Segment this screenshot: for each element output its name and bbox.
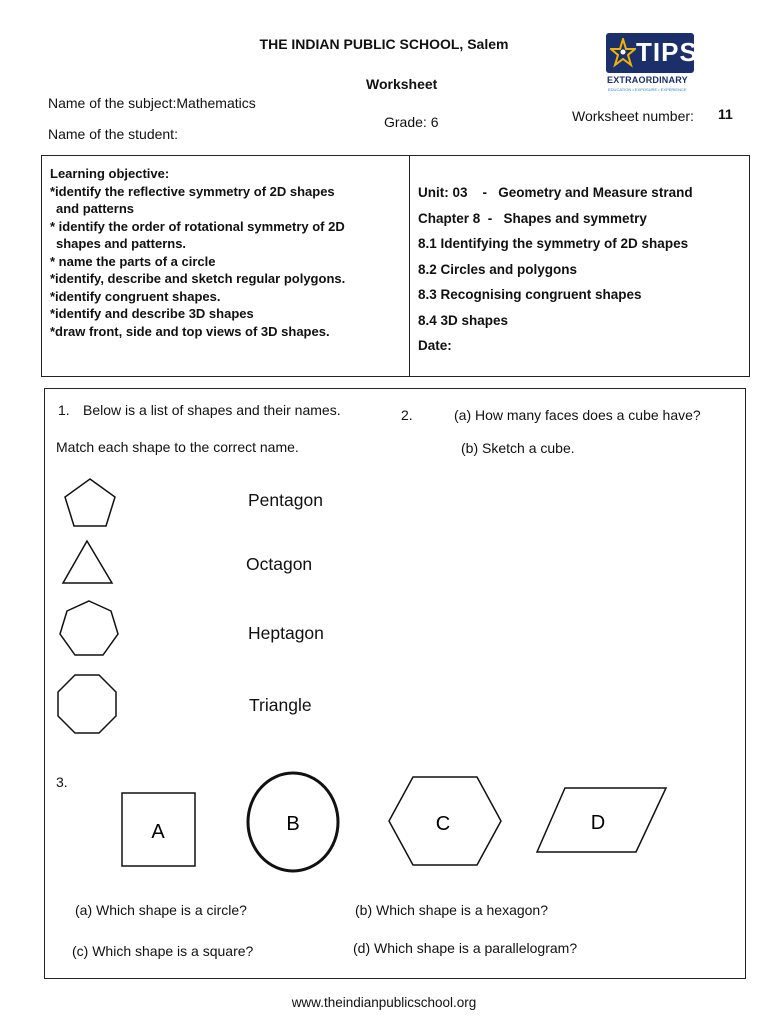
chapter-line: Chapter 8 - Shapes and symmetry xyxy=(418,210,647,226)
objective-line: * identify the order of rotational symmetry of 2D xyxy=(50,218,345,234)
octagon-shape xyxy=(54,672,120,738)
tips-logo xyxy=(606,33,696,93)
date-field: Date: xyxy=(418,338,452,353)
shape-label-b: B xyxy=(286,813,300,835)
logo-tagline: EDUCATION • EXPOSURE • EXPERIENCE xyxy=(608,87,687,92)
pentagon-shape xyxy=(60,476,120,530)
q1-text: Below is a list of shapes and their names. xyxy=(83,402,341,418)
q1-instruction: Match each shape to the correct name. xyxy=(56,439,299,455)
unit-line: Unit: 03 - Geometry and Measure strand xyxy=(418,185,693,200)
objective-line: *identify, describe and sketch regular polygons. xyxy=(50,271,346,286)
shape-label-d: D xyxy=(590,812,606,834)
logo-subtitle: EXTRAORDINARY xyxy=(607,75,688,85)
objective-line: *identify the reflective symmetry of 2D shapes xyxy=(50,183,335,199)
square-shape-a xyxy=(121,792,197,868)
topic-line: 8.4 3D shapes xyxy=(418,312,509,328)
shape-name-octagon: Octagon xyxy=(246,554,313,574)
objective-line: *draw front, side and top views of 3D shapes. xyxy=(50,323,330,339)
worksheet-title: Worksheet xyxy=(366,76,438,92)
logo-text: TIPS xyxy=(636,37,698,67)
topic-line: 8.1 Identifying the symmetry of 2D shapes xyxy=(418,236,689,251)
shape-name-heptagon: Heptagon xyxy=(248,623,324,643)
objective-line: *identify and describe 3D shapes xyxy=(50,306,254,321)
shape-label-a: A xyxy=(151,821,165,843)
objective-line: shapes and patterns. xyxy=(56,236,187,251)
questions-bottom-rule xyxy=(44,978,746,979)
objective-line: and patterns xyxy=(56,201,135,216)
parallelogram-shape-d xyxy=(535,786,669,854)
grade-field: Grade: 6 xyxy=(384,114,439,130)
heptagon-shape xyxy=(56,598,122,662)
star-person-icon xyxy=(610,38,636,68)
topic-line: 8.2 Circles and polygons xyxy=(418,261,578,277)
q2-part-b: (b) Sketch a cube. xyxy=(461,440,575,456)
topic-line: 8.3 Recognising congruent shapes xyxy=(418,287,642,302)
triangle-shape xyxy=(60,538,116,586)
q3-part-d: (d) Which shape is a parallelogram? xyxy=(353,940,578,956)
shape-name-triangle: Triangle xyxy=(249,695,312,715)
q2-part-a: (a) How many faces does a cube have? xyxy=(454,407,701,423)
shape-name-pentagon: Pentagon xyxy=(248,490,323,510)
hexagon-shape-c xyxy=(387,775,503,867)
q3-number: 3. xyxy=(56,774,68,790)
shape-label-c: C xyxy=(435,813,451,835)
footer-website: www.theindianpublicschool.org xyxy=(291,995,477,1010)
objectives-heading: Learning objective: xyxy=(50,166,170,181)
q3-part-b: (b) Which shape is a hexagon? xyxy=(355,902,548,918)
circle-shape-b xyxy=(246,771,340,873)
objective-line: *identify congruent shapes. xyxy=(50,288,221,304)
worksheet-number: 11 xyxy=(718,106,733,122)
q3-part-c: (c) Which shape is a square? xyxy=(72,943,254,959)
student-field: Name of the student: xyxy=(48,126,178,142)
objectives-column xyxy=(50,165,345,340)
table-divider xyxy=(409,156,410,376)
questions-box xyxy=(44,388,746,978)
unit-column xyxy=(418,180,693,359)
q3-part-a: (a) Which shape is a circle? xyxy=(75,902,247,918)
objectives-table xyxy=(41,155,750,377)
school-name: THE INDIAN PUBLIC SCHOOL, Salem xyxy=(259,36,509,52)
objective-line: * name the parts of a circle xyxy=(50,253,216,269)
logo-badge xyxy=(606,33,698,73)
q2-number: 2. xyxy=(401,407,413,423)
q1-number: 1. xyxy=(58,402,70,418)
subject-field: Name of the subject:Mathematics xyxy=(48,95,256,111)
worksheet-number-label: Worksheet number: xyxy=(572,108,694,124)
